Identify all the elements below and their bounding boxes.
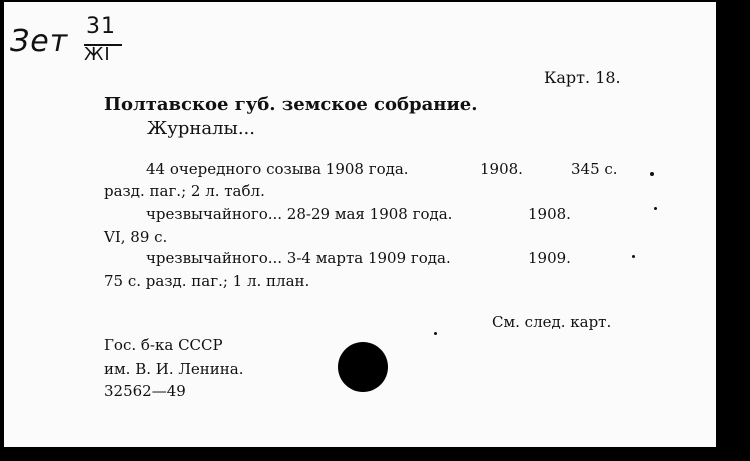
speck-dot	[434, 332, 437, 335]
see-next-card: См. след. карт.	[492, 313, 612, 331]
entry-3-year: 1909.	[528, 249, 571, 267]
card-number: Карт. 18.	[544, 68, 621, 87]
entry-3-title: чрезвычайного... 3-4 марта 1909 года.	[146, 249, 451, 267]
entry-2-description: VI, 89 с.	[104, 228, 168, 246]
entry-1-pages: 345 с.	[571, 160, 618, 178]
handwritten-numerator: 31	[86, 14, 116, 39]
entry-1-title: 44 очередного созыва 1908 года.	[146, 160, 409, 178]
speck-dot	[632, 255, 635, 258]
library-line-1: Гос. б-ка СССР	[104, 336, 223, 354]
handwritten-denominator: ЖI	[84, 44, 111, 65]
catalog-card	[4, 2, 716, 447]
entry-1-description: разд. паг.; 2 л. табл.	[104, 182, 265, 200]
entry-3-description: 75 с. разд. паг.; 1 л. план.	[104, 272, 310, 290]
scan-border	[716, 0, 750, 461]
speck-dot	[654, 207, 657, 210]
entry-2-year: 1908.	[528, 205, 571, 223]
entry-1-year: 1908.	[480, 160, 523, 178]
entry-2-title: чрезвычайного... 28-29 мая 1908 года.	[146, 205, 453, 223]
library-line-3: 32562—49	[104, 382, 186, 400]
card-subheading: Журналы...	[147, 118, 255, 139]
handwritten-prefix: Зет	[10, 24, 69, 59]
library-line-2: им. В. И. Ленина.	[104, 360, 244, 378]
speck-dot	[650, 172, 654, 176]
punch-hole	[338, 342, 388, 392]
card-heading: Полтавское губ. земское собрание.	[104, 94, 478, 115]
